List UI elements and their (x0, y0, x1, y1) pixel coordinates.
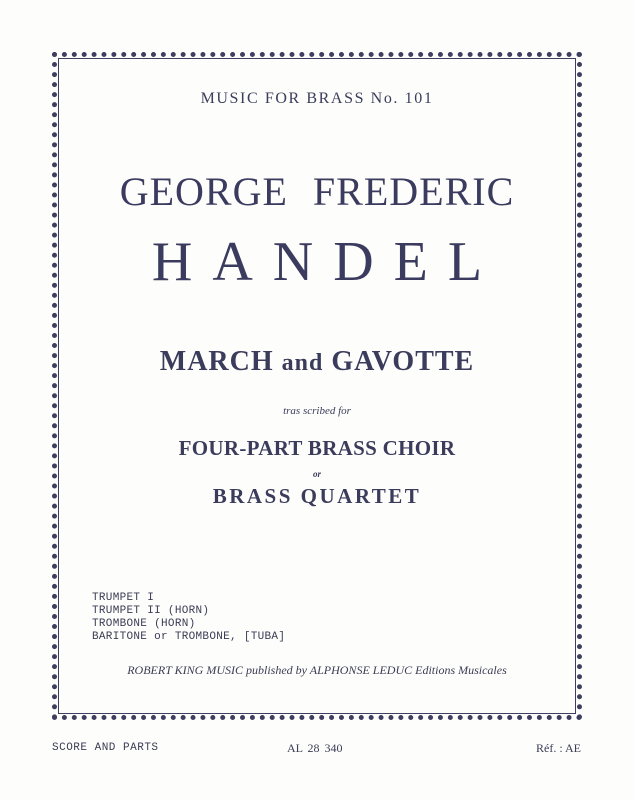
part-item: TRUMPET II (HORN) (92, 605, 210, 617)
composer-first-name: GEORGE FREDERIC (119, 169, 515, 214)
composer-last-name: HANDEL (151, 231, 503, 293)
work-title (58, 346, 576, 378)
ensemble-alternate: BRASS QUARTET (212, 484, 422, 508)
instrument-parts-list (92, 592, 285, 644)
work-title-part2: GAVOTTE (331, 346, 475, 377)
part-item: TROMBONE (HORN) (92, 618, 196, 630)
publisher-line: ROBERT KING MUSIC published by ALPHONSE LEDUC Editions Musicales (127, 663, 507, 677)
reference-code: Réf. : AE (536, 741, 581, 755)
work-title-and: and (281, 350, 324, 376)
transcribed-for-label: tras scribed for (283, 405, 351, 417)
work-title-part1: MARCH (159, 346, 274, 377)
series-title: MUSIC FOR BRASS No. 101 (200, 90, 434, 107)
catalog-number: AL 28 340 (287, 741, 343, 755)
ensemble-primary: FOUR-PART BRASS CHOIR (178, 436, 456, 460)
ensemble-or: or (312, 469, 321, 479)
part-item: TRUMPET I (92, 592, 155, 604)
part-item: BARITONE or TROMBONE, [TUBA] (92, 631, 286, 643)
edition-label: SCORE AND PARTS (52, 742, 159, 754)
